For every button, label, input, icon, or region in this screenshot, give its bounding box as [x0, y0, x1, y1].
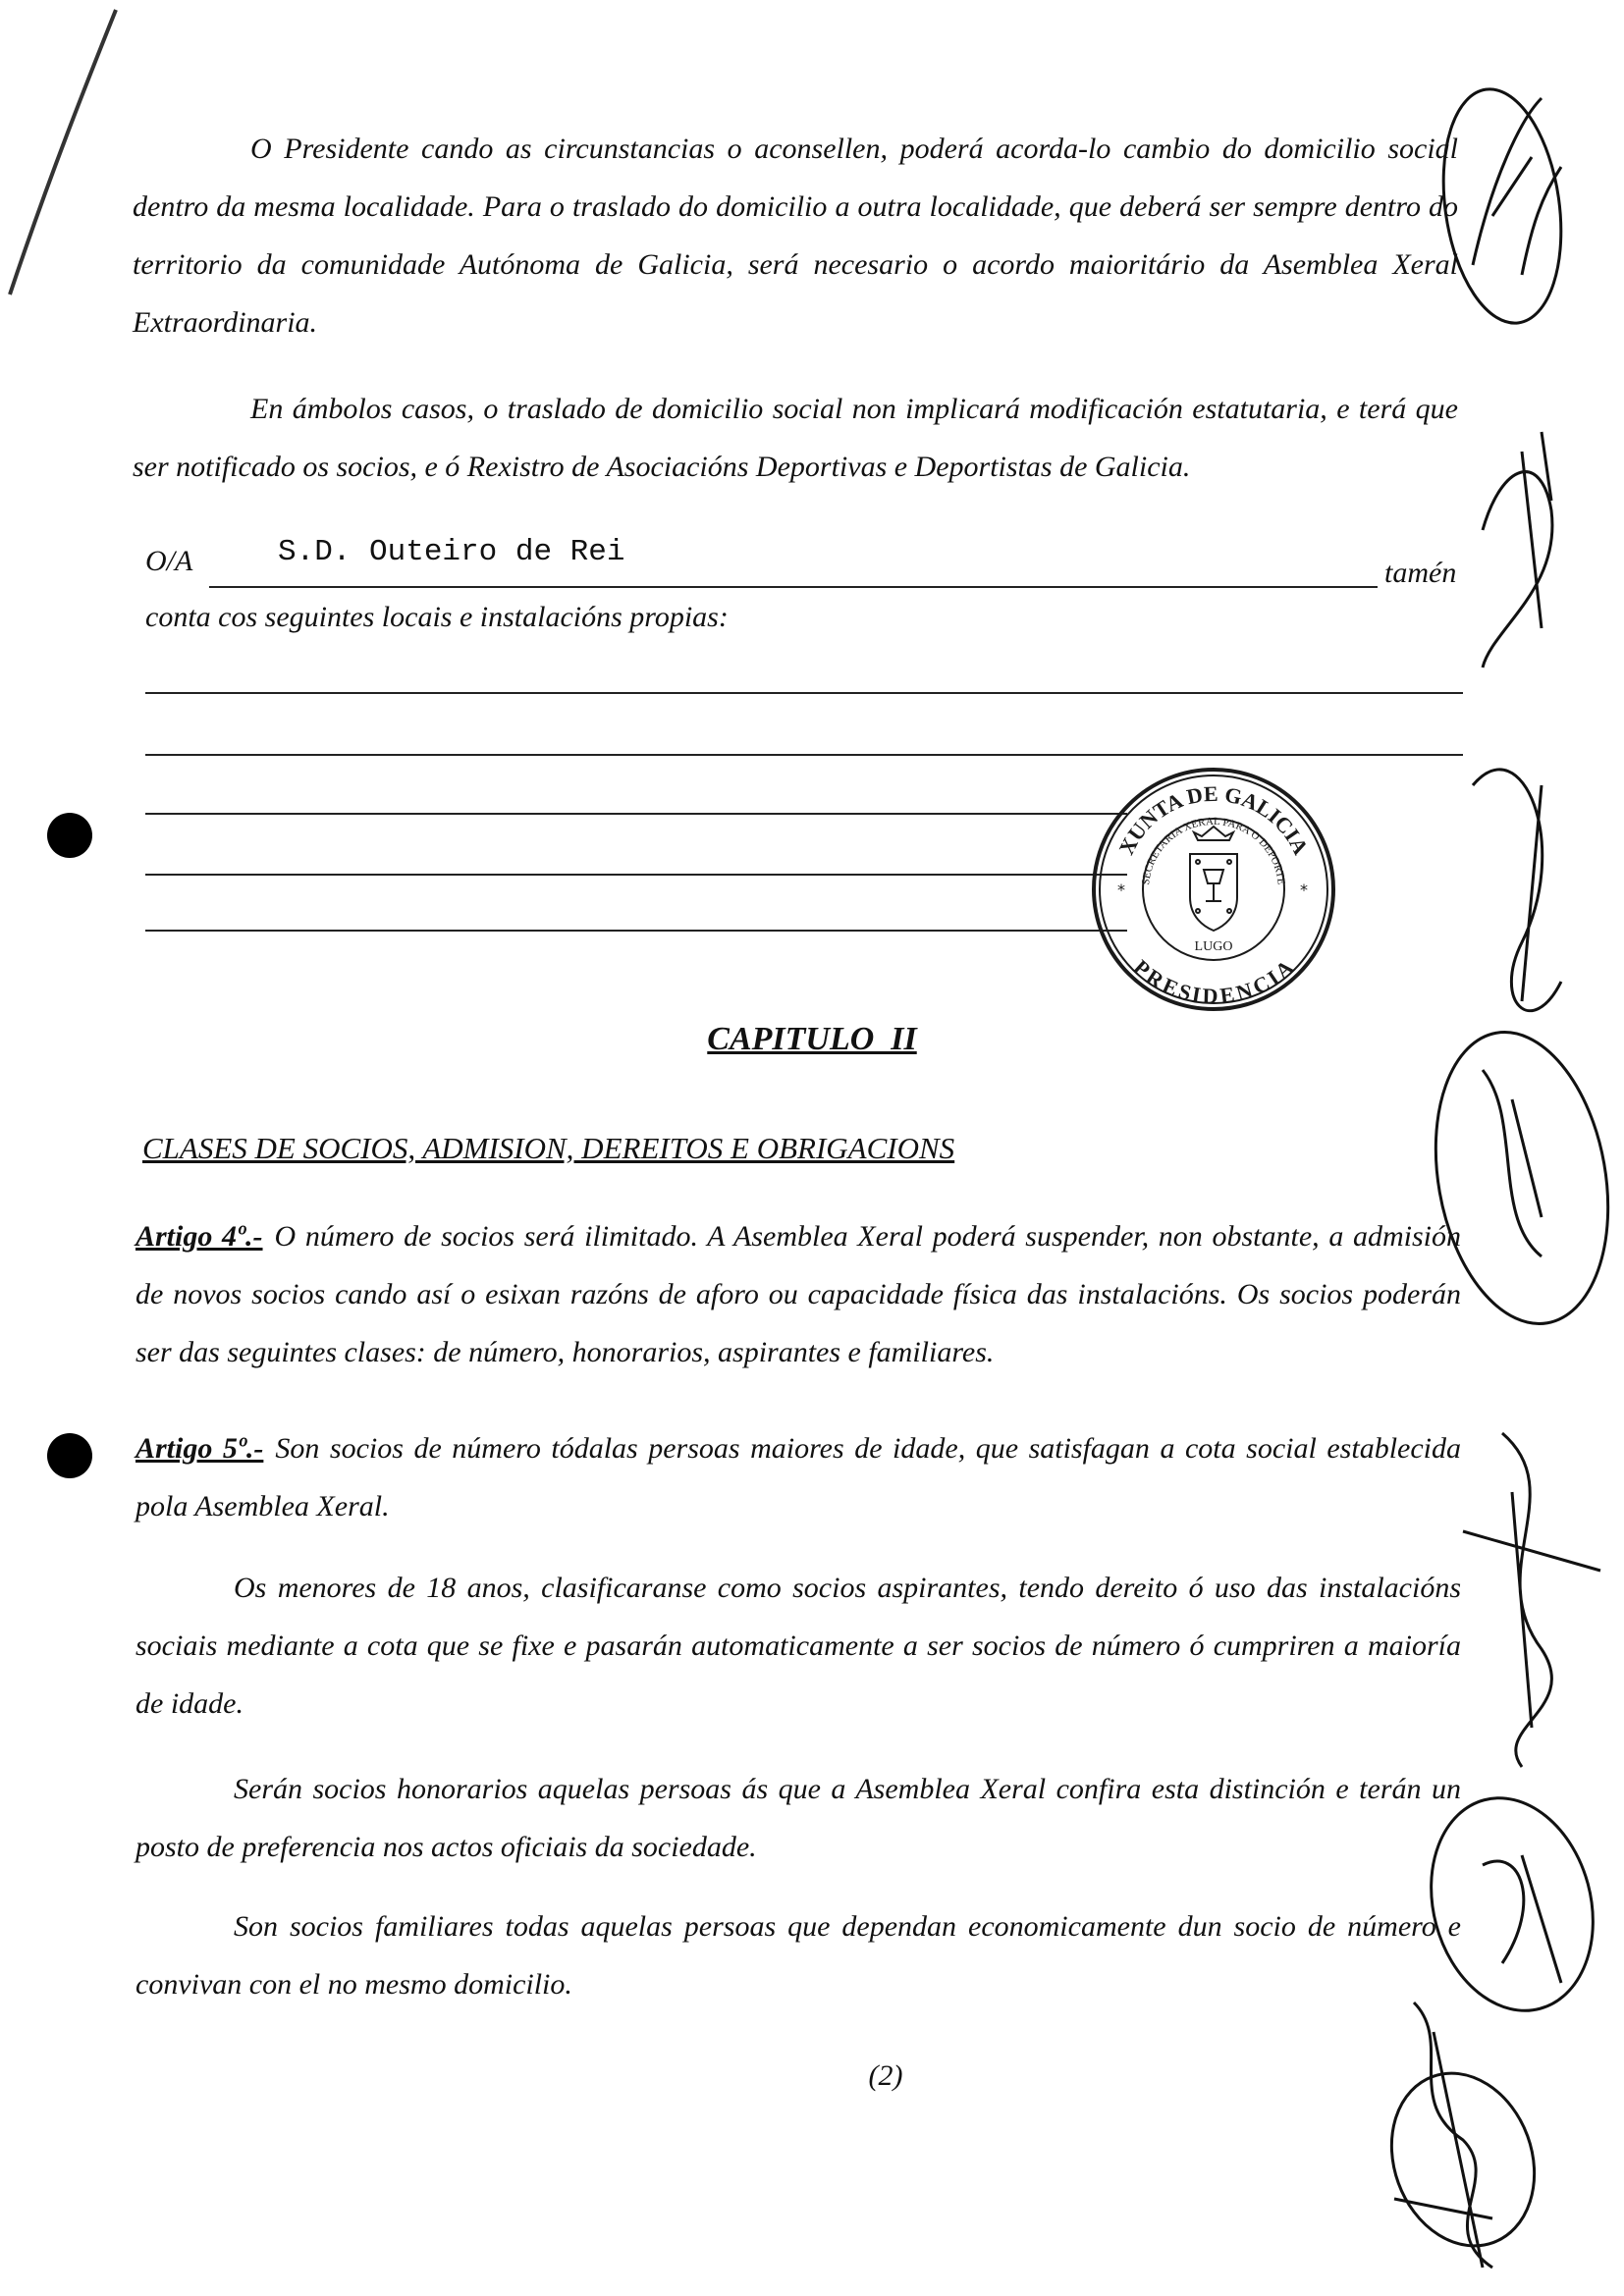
blank-line [145, 692, 1463, 694]
signature-4-stroke [1483, 1070, 1542, 1256]
stamp-outer-bottom: PRESIDENCIA [1128, 954, 1299, 1009]
chapter-title: CAPITULO II [707, 1021, 917, 1057]
article-5 [135, 1419, 1461, 1535]
blank-line [145, 874, 1127, 876]
signature-6 [1408, 1780, 1615, 2029]
svg-text:*: * [1117, 881, 1125, 899]
paragraph-family [135, 1897, 1461, 2013]
margin-signatures [1375, 39, 1624, 2287]
form-line-two: conta cos seguintes locais e instalacións propias: [145, 601, 729, 633]
blank-line [145, 813, 1127, 815]
paragraph-honorary [135, 1760, 1461, 1876]
page-number: (2) [868, 2059, 903, 2092]
paragraph-text: Os menores de 18 anos, clasificaranse como socios aspirantes, tendo dereito ó uso das instalacións sociais mediante a cota que se fixe e pasarán automaticamente a ser socios de número ó cumpriren a maioría de idade. [135, 1572, 1461, 1720]
article-4-label: Artigo 4º.- [135, 1220, 263, 1253]
form-row-entity [145, 535, 1461, 594]
stamp-outer-top: XUNTA DE GALICIA [1113, 780, 1314, 859]
article-5-text: Son socios de número tódalas persoas maiores de idade, que satisfagan a cota social establecida pola Asemblea Xeral. [135, 1432, 1461, 1522]
paragraph-text: Son socios familiares todas aquelas persoas que dependan economicamente dun socio de número e convivan con el no mesmo domicilio. [135, 1910, 1461, 2001]
form-suffix: tamén [1384, 557, 1457, 589]
signature-1-stroke [1473, 98, 1561, 275]
stamp-city: LUGO [1194, 939, 1233, 954]
form-prefix: O/A [145, 545, 193, 577]
paragraph-text: Serán socios honorarios aquelas persoas ás que a Asemblea Xeral confira esta distinción e terán un posto de preferencia nos actos oficiais da sociedade. [135, 1773, 1461, 1863]
stamp-inner-ring: SECRETARIA XERAL PARA O DEPORTE [1140, 815, 1287, 886]
article-4-text: O número de socios será ilimitado. A Asemblea Xeral poderá suspender, non obstante, a admisión de novos socios cando así o esixan razóns de aforo ou capacidade física das instalacións. Os socios poderán ser das seguintes clases: de número, honorarios, aspirantes e familiares. [135, 1220, 1462, 1368]
article-5-label: Artigo 5º.- [135, 1432, 264, 1465]
signature-4 [1414, 1019, 1624, 1338]
margin-stroke [0, 0, 137, 314]
punch-hole [47, 813, 92, 858]
form-underline [209, 586, 1378, 588]
signature-3 [1473, 770, 1561, 1011]
signature-5 [1463, 1433, 1600, 1767]
blank-line [145, 930, 1127, 932]
signature-6-stroke [1483, 1855, 1561, 1983]
entity-name-field: S.D. Outeiro de Rei [278, 535, 625, 569]
paragraph-text: O Presidente cando as circunstancias o aconsellen, poderá acorda-lo cambio do domicilio social dentro da mesma localidade. Para o traslado do domicilio a outra localidade, que deberá ser sempre dentro do territorio da comunidade Autónoma de Galicia, será necesario o acordo maioritário da Asemblea Xeral Extraordinaria. [133, 133, 1458, 339]
paragraph-text: En ámbolos casos, o traslado de domicilio social non implicará modificación estatutaria, e terá que ser notificado os socios, e ó Rexistro de Asociacións Deportivas e Deportistas de Galicia. [133, 393, 1458, 483]
section-title: CLASES DE SOCIOS, ADMISION, DEREITOS E OBRIGACIONS [142, 1131, 955, 1165]
paragraph-aspirants [135, 1559, 1461, 1733]
signature-2 [1483, 432, 1552, 667]
blank-line [145, 754, 1463, 756]
coat-of-arms-icon [1190, 827, 1237, 931]
svg-text:*: * [1300, 881, 1308, 899]
signature-7 [1394, 2002, 1492, 2268]
paragraph-notification [133, 380, 1458, 496]
official-stamp [1088, 764, 1339, 1015]
punch-hole [47, 1433, 92, 1478]
paragraph-domicile-change [133, 120, 1458, 351]
signature-7-loop [1375, 2053, 1558, 2266]
signature-1 [1430, 81, 1575, 331]
article-4 [135, 1207, 1461, 1381]
